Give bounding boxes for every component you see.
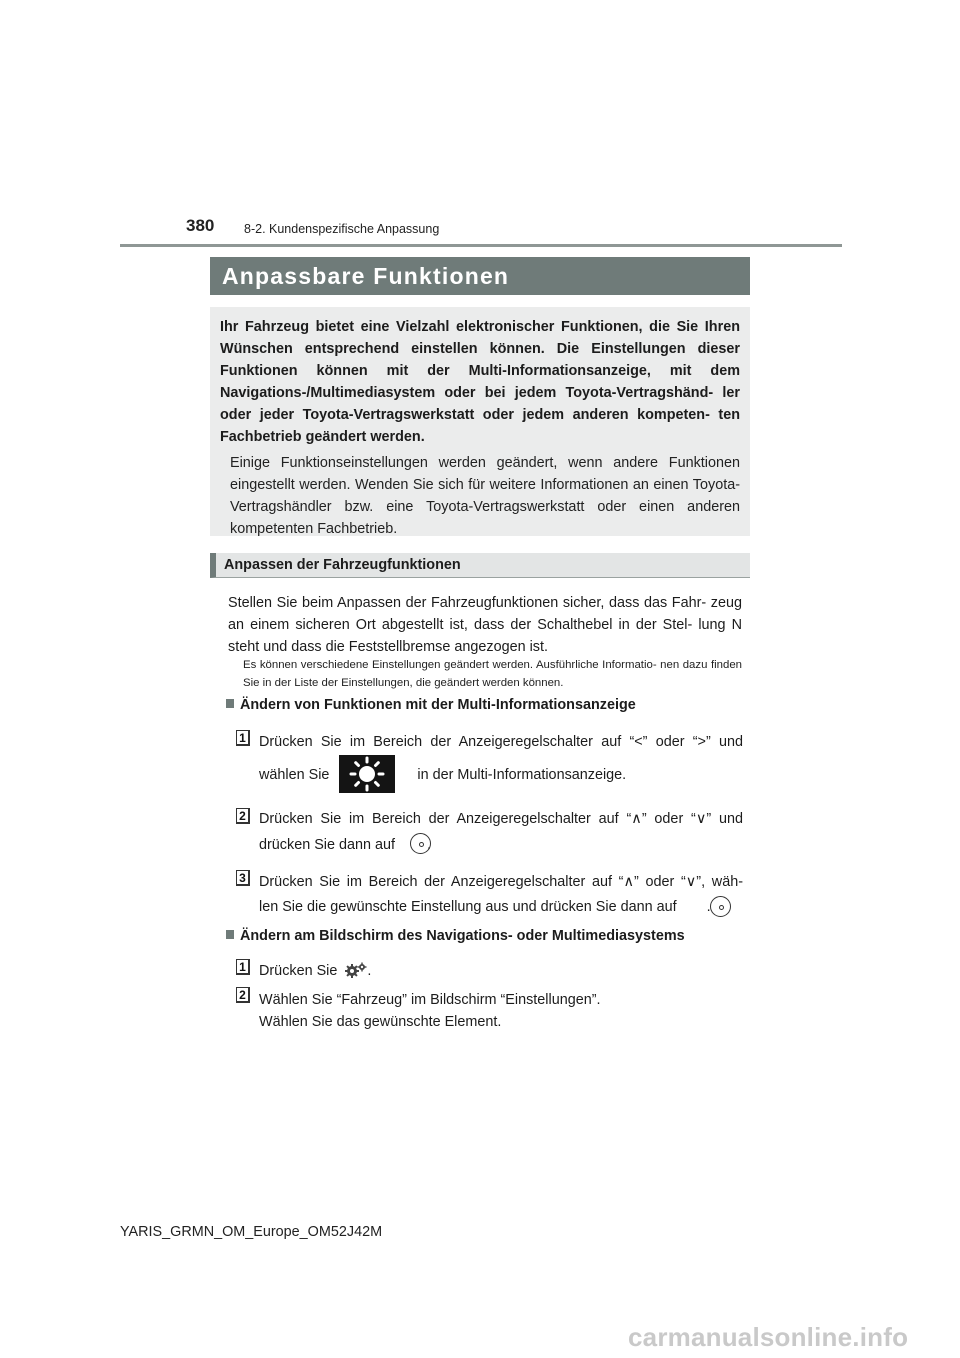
gear-icon xyxy=(343,961,367,979)
step-text xyxy=(259,834,431,856)
section-heading-mid xyxy=(226,928,685,944)
footer-document-code: YARIS_GRMN_OM_Europe_OM52J42M xyxy=(120,1224,383,1240)
step-text: Drücken Sie im Bereich der Anzeigeregelschalter auf “∧” oder “∨” und xyxy=(259,811,743,827)
step-text-before: Drücken Sie xyxy=(259,963,338,979)
step-text-after: in der Multi-Informationsanzeige. xyxy=(417,767,627,783)
step-number: 3 xyxy=(236,870,250,886)
step-text: Drücken Sie im Bereich der Anzeigeregelschalter auf “∧” oder “∨”, wäh- xyxy=(259,874,743,890)
step-text-before: len Sie die gewünschte Einstellung aus und drücken Sie dann auf xyxy=(259,899,677,915)
section-heading-mid xyxy=(226,697,636,713)
step-text xyxy=(259,960,371,982)
small-note: Es können verschiedene Einstellungen geändert werden. Ausführliche Informatio- nen dazu finden Sie in der Liste der Einstellungen, die geändert werden können. xyxy=(243,659,742,689)
subsection-heading: Anpassen der Fahrzeugfunktionen xyxy=(210,553,750,578)
step-number: 1 xyxy=(236,730,250,746)
ok-button-icon xyxy=(710,896,731,917)
sun-settings-icon xyxy=(339,755,395,793)
step-number: 1 xyxy=(236,959,250,975)
section-heading-text: Ändern am Bildschirm des Navigations- oder Multimediasystems xyxy=(240,928,685,944)
section-label: 8-2. Kundenspezifische Anpassung xyxy=(244,222,440,236)
step-text xyxy=(259,764,626,786)
step-number: 2 xyxy=(236,987,250,1003)
step-text-before: drücken Sie dann auf xyxy=(259,837,396,853)
intro-text: Ihr Fahrzeug bietet eine Vielzahl elektronischer Funktionen, die Sie Ihren Wünschen entsprechend einstellen können. Die Einstellungen dieser Funktionen können mit der Multi-Informationsanzeige, mit dem Navigations-/Multimediasystem oder bei jedem Toyota-Vertragshänd- ler oder jeder Toyota-Vertragswerkstatt oder jedem anderen kompeten- ten Fachbetrieb geändert werden. xyxy=(220,319,740,445)
step-number: 2 xyxy=(236,808,250,824)
square-bullet-icon xyxy=(226,930,234,939)
step-text xyxy=(259,896,711,918)
header-rule xyxy=(120,244,842,247)
page-title: Anpassbare Funktionen xyxy=(210,257,750,295)
step-text-after: . xyxy=(367,963,372,979)
step-text-after: . xyxy=(427,837,432,853)
ok-button-icon xyxy=(410,833,431,854)
body-paragraph: Stellen Sie beim Anpassen der Fahrzeugfunktionen sicher, dass das Fahr- zeug an einem sicheren Ort abgestellt ist, dass der Schalthebel in der Stel- lung N steht und dass die Feststellbremse angezogen ist. xyxy=(228,595,742,655)
step-text: Wählen Sie “Fahrzeug” im Bildschirm “Einstellungen”. xyxy=(259,992,601,1008)
square-bullet-icon xyxy=(226,699,234,708)
page-number: 380 xyxy=(186,216,215,235)
step-text: Drücken Sie im Bereich der Anzeigeregelschalter auf “<” oder “>” und xyxy=(259,734,743,750)
sun-icon-graphic xyxy=(339,755,395,793)
step-text-after: . xyxy=(706,899,711,915)
intro-box xyxy=(210,307,750,536)
section-heading-text: Ändern von Funktionen mit der Multi-Informationsanzeige xyxy=(240,697,636,713)
step-text: Wählen Sie das gewünschte Element. xyxy=(259,1014,502,1030)
intro-note: Einige Funktionseinstellungen werden geändert, wenn andere Funktionen eingestellt werden. Wenden Sie sich für weitere Informationen an einen Toyota-Vertragshändler bzw. eine Toyota-Vertragswerkstatt oder einen anderen kompetenten Fachbetrieb. xyxy=(230,455,740,537)
watermark: carmanualsonline.info xyxy=(628,1322,909,1352)
step-text-before: wählen Sie xyxy=(259,767,330,783)
